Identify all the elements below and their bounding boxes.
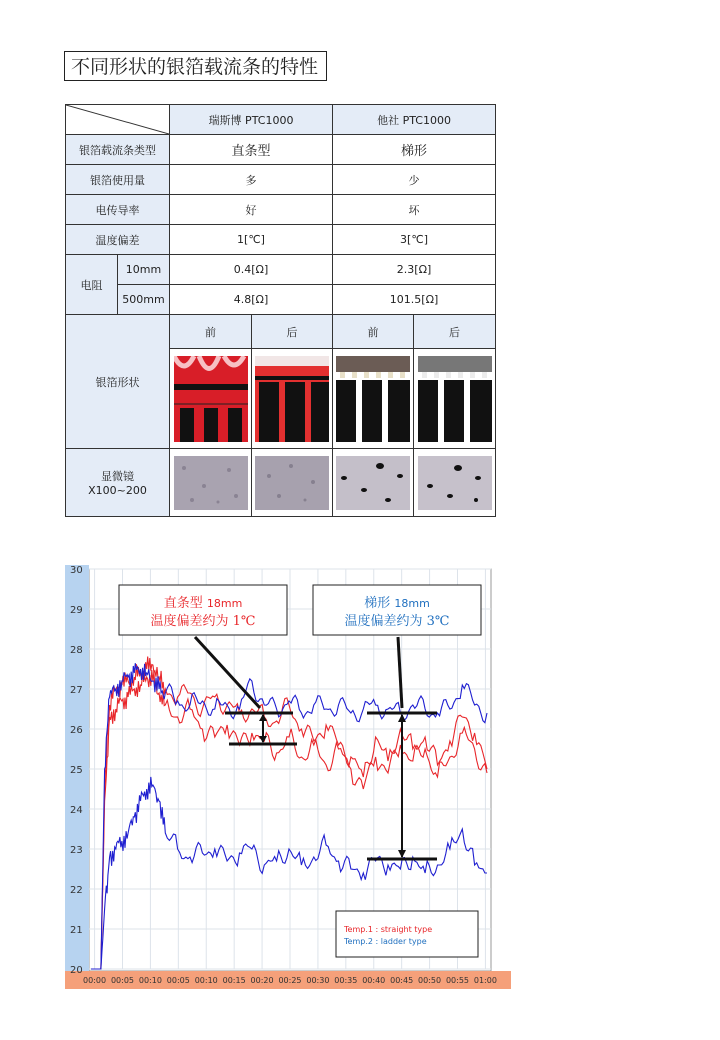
y-tick-label: 26 xyxy=(70,725,83,736)
microscope-label-1: 显微镜 xyxy=(101,470,134,483)
row-label-500mm: 500mm xyxy=(118,285,170,315)
foil-photo-a-after xyxy=(252,349,333,449)
x-tick-label: 00:05 xyxy=(166,976,190,985)
row-label-10mm: 10mm xyxy=(118,255,170,285)
shape-before-b: 前 xyxy=(333,315,414,349)
foil-photo-a-before xyxy=(170,349,252,449)
header-brand-b: 他社 PTC1000 xyxy=(333,105,496,135)
y-tick-label: 30 xyxy=(70,565,83,576)
legend-temp1: Temp.1 : straight type xyxy=(344,925,433,934)
callout-ladder xyxy=(313,585,481,635)
cell-res10-a: 0.4[Ω] xyxy=(170,255,333,285)
row-label-temp: 温度偏差 xyxy=(66,225,170,255)
row-label-usage: 银箔使用量 xyxy=(66,165,170,195)
x-tick-label: 00:05 xyxy=(110,976,135,985)
callout-ladder-line2: 温度偏差约为 3℃ xyxy=(344,614,450,629)
callout-straight-line1 xyxy=(164,595,243,611)
micro-b-after xyxy=(414,449,496,517)
cell-type-a: 直条型 xyxy=(170,135,333,165)
micro-a-before xyxy=(170,449,252,517)
legend-box xyxy=(336,911,478,957)
row-label-type: 银箔载流条类型 xyxy=(66,135,170,165)
micro-a-after xyxy=(252,449,333,517)
x-tick-label: 00:50 xyxy=(418,976,442,985)
y-tick-label: 24 xyxy=(70,805,83,816)
cell-cond-a: 好 xyxy=(170,195,333,225)
legend xyxy=(336,911,478,957)
x-tick-label: 01:00 xyxy=(473,976,497,985)
cell-usage-b: 少 xyxy=(333,165,496,195)
callout-straight xyxy=(119,585,287,635)
spec-table xyxy=(65,104,496,517)
cell-usage-a: 多 xyxy=(170,165,333,195)
x-tick-label: 00:20 xyxy=(250,976,274,985)
callout-straight-line2: 温度偏差约为 1℃ xyxy=(150,614,256,629)
foil-photo-b-after xyxy=(414,349,496,449)
ladder-foil-before-image xyxy=(336,356,410,442)
microscope-label-2: X100~200 xyxy=(88,484,147,497)
straight-foil-after-image xyxy=(255,356,329,442)
y-tick-label: 27 xyxy=(70,685,83,696)
x-tick-label: 00:30 xyxy=(306,976,330,985)
row-label-resistance: 电阻 xyxy=(66,255,118,315)
y-tick-label: 20 xyxy=(70,965,83,976)
y-tick-label: 28 xyxy=(70,645,83,656)
micro-a-before-image xyxy=(174,456,248,510)
temperature-chart xyxy=(65,565,511,991)
y-tick-label: 29 xyxy=(70,605,83,616)
callout-straight-size: 18mm xyxy=(206,597,243,610)
row-label-conductivity: 电传导率 xyxy=(66,195,170,225)
shape-before-a: 前 xyxy=(170,315,252,349)
cell-type-b: 梯形 xyxy=(333,135,496,165)
cell-res500-b: 101.5[Ω] xyxy=(333,285,496,315)
micro-a-after-image xyxy=(255,456,329,510)
y-tick-label: 21 xyxy=(70,925,83,936)
callout-ladder-type: 梯形 xyxy=(364,596,391,611)
row-label-shape: 银箔形状 xyxy=(66,315,170,449)
micro-b-after-image xyxy=(418,456,492,510)
shape-after-a: 后 xyxy=(252,315,333,349)
callout-ladder-line1 xyxy=(364,595,430,611)
cell-temp-a: 1[℃] xyxy=(170,225,333,255)
header-brand-a: 瑞斯博 PTC1000 xyxy=(170,105,333,135)
cell-temp-b: 3[℃] xyxy=(333,225,496,255)
diagonal-line xyxy=(66,105,169,134)
x-tick-label: 00:35 xyxy=(334,976,358,985)
callout-straight-type: 直条型 xyxy=(163,596,203,611)
shape-after-b: 后 xyxy=(414,315,496,349)
micro-b-before-image xyxy=(336,456,410,510)
cell-cond-b: 坏 xyxy=(333,195,496,225)
page-title: 不同形状的银箔载流条的特性 xyxy=(64,51,327,81)
x-tick-label: 00:15 xyxy=(222,976,246,985)
y-tick-label: 25 xyxy=(70,765,83,776)
x-tick-label: 00:25 xyxy=(278,976,302,985)
x-tick-label: 00:10 xyxy=(138,976,162,985)
y-tick-label: 22 xyxy=(70,885,83,896)
x-tick-label: 00:10 xyxy=(194,976,218,985)
cell-res500-a: 4.8[Ω] xyxy=(170,285,333,315)
foil-photo-b-before xyxy=(333,349,414,449)
callout-ladder-size: 18mm xyxy=(394,597,430,610)
x-tick-label: 00:45 xyxy=(390,976,414,985)
straight-foil-before-image xyxy=(174,356,248,442)
x-tick-label: 00:40 xyxy=(362,976,386,985)
row-label-microscope xyxy=(66,449,170,517)
x-tick-label: 00:55 xyxy=(445,976,470,985)
y-tick-label: 23 xyxy=(70,845,83,856)
corner-cell xyxy=(66,105,170,135)
ladder-foil-after-image xyxy=(418,356,492,442)
legend-temp2: Temp.2 : ladder type xyxy=(344,937,427,946)
micro-b-before xyxy=(333,449,414,517)
x-tick-label: 00:00 xyxy=(83,976,107,985)
cell-res10-b: 2.3[Ω] xyxy=(333,255,496,285)
